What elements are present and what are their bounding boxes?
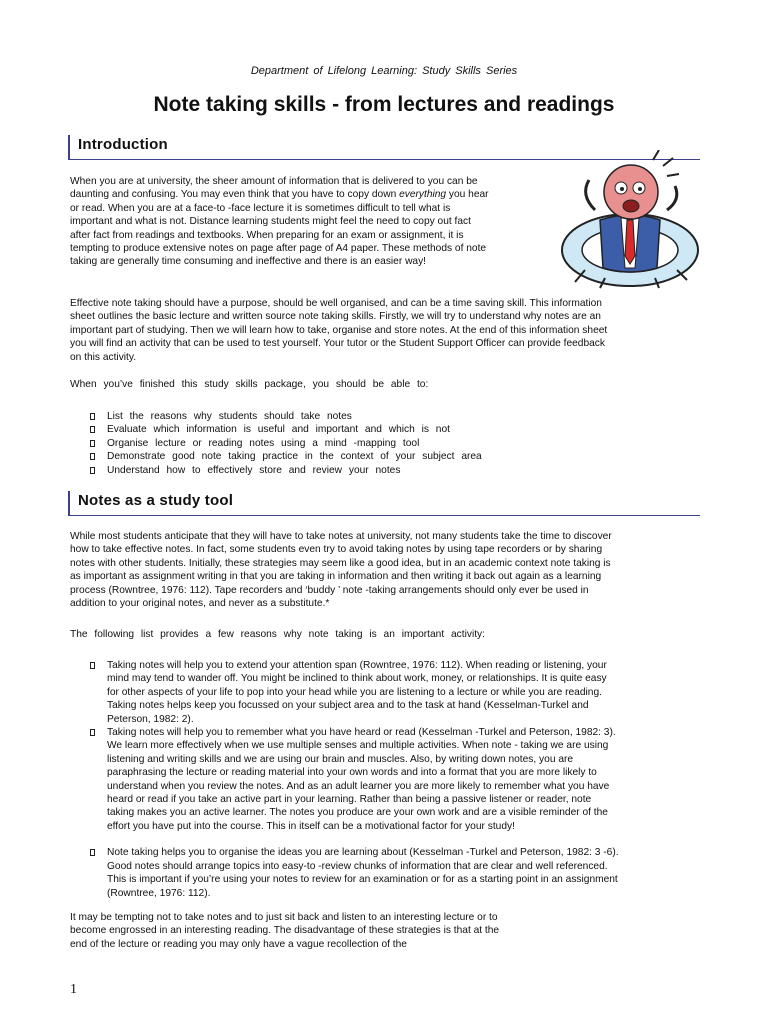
list-item: Taking notes will help you to extend your attention span (Rowntree, 1976: 112). When reading or listening, your mind may tend to wander off. You might be inclined to think about work, money, or relationships. It is quite easy for other aspects of your life to pop into your head while you are listening to a lecture or while you are reading. Taking notes helps keep you focussed on your subject area and to the task at hand (Kesselman-Turkel and Peterson, 1982: 2). xyxy=(90,659,619,726)
bullet-icon xyxy=(90,467,95,474)
text-line: taking are generally time consuming and ineffective and there is an easier way! xyxy=(70,256,427,268)
bullet-icon xyxy=(90,662,95,669)
emphasis-text: everything xyxy=(399,189,447,201)
list-item: Understand how to effectively store and review your notes xyxy=(90,464,482,477)
text-line: daunting and confusing. You may even think that you have to copy down everything you hear xyxy=(70,189,489,201)
learning-outcomes-list xyxy=(90,410,482,477)
bullet-icon xyxy=(90,426,95,433)
section-heading-notes-study-tool xyxy=(68,491,700,516)
text-line: process (Rowntree, 1976: 112). Tape recorders and ‘buddy ’ note -taking arrangements should only ever be used in xyxy=(70,584,589,596)
text-line: When you are at university, the sheer amount of information that is delivered to you can be xyxy=(70,176,478,187)
text-line: on this activity. xyxy=(70,351,137,363)
text-line: important part of studying. Then we will learn how to take, organise and store notes. At the end of this information sheet xyxy=(70,324,608,336)
stressed-student-illustration xyxy=(555,150,705,290)
text-line: end of the lecture or reading you may only have a vague recollection of the xyxy=(70,938,407,950)
text-line: sheet outlines the basic lecture and written source note taking skills. Firstly, we will try to understand why notes are an xyxy=(70,311,601,323)
outcomes-lead-in: When you’ve finished this study skills package, you should be able to: xyxy=(70,379,429,390)
page-number: 1 xyxy=(70,982,77,997)
text-line: how to take effective notes. In fact, some students even try to avoid taking notes by using tape recorders or by sharing xyxy=(70,544,603,556)
text-line: or read. When you are at a face-to -face lecture it is sometimes difficult to tell what is xyxy=(70,202,451,214)
reasons-list xyxy=(90,659,619,900)
section-heading-label: Notes as a study tool xyxy=(78,492,234,509)
list-item: Taking notes will help you to remember what you have heard or read (Kesselman -Turkel and Peterson, 1982: 3). We learn more effectively when we use multiple senses and multiple activities. When note - taking we are using listening and writing skills and we are using our brain and muscles. Also, by writing down notes, you are paraphrasing the lecture or reading material into your own words and into a format that you are more likely to understand when you review the notes. And as an adult learner you are more likely to remember what you have heard or read if you take an active part in your learning. Rather than being a passive listener or reader, note taking makes you an active learner. The notes you produce are your own work and are a visible reminder of the effort you have put into the course. This in itself can be a motivational factor for your study! xyxy=(90,726,619,833)
text-line: While most students anticipate that they will have to take notes at university, not many students take the time to discover xyxy=(70,531,612,542)
page-title: Note taking skills - from lectures and readings xyxy=(153,93,615,116)
text-line: It may be tempting not to take notes and to just sit back and listen to an interesting lecture or to xyxy=(70,912,498,923)
list-item: Evaluate which information is useful and important and which is not xyxy=(90,423,482,436)
text-line: addition to your original notes, and never as a substitute.* xyxy=(70,598,330,610)
list-item: List the reasons why students should take notes xyxy=(90,410,482,423)
text-line: after fact from readings and textbooks. When preparing for an exam or assignment, it is xyxy=(70,229,464,241)
bullet-icon xyxy=(90,413,95,420)
list-item: Demonstrate good note taking practice in the context of your subject area xyxy=(90,450,482,463)
notes-paragraph-3 xyxy=(70,911,499,951)
reasons-lead-in: The following list provides a few reasons why note taking is an important activity: xyxy=(70,629,485,640)
list-item: Note taking helps you to organise the ideas you are learning about (Kesselman -Turkel and Peterson, 1982: 3 -6). Good notes should arrange topics into easy-to -review chunks of information that are clear and well referenced. This is important if you’re using your notes to review for an examination or for as a starting point in an assignment (Rowntree, 1976: 112). xyxy=(90,846,619,900)
text-line: Effective note taking should have a purpose, should be well organised, and can be a time saving skill. This information xyxy=(70,298,602,309)
text-line: notes with other students. Initially, these strategies may seem like a good idea, but in an academic context note taking is xyxy=(70,557,611,569)
text-line: tempting to produce extensive notes on page after page of A4 paper. These methods of note xyxy=(70,243,487,255)
intro-paragraph-1 xyxy=(70,175,489,269)
intro-paragraph-2 xyxy=(70,297,607,364)
text-line: as important as assignment writing in that you are taking in information and then writing it back out again as a learning xyxy=(70,571,602,583)
series-label: Department of Lifelong Learning: Study Skills Series xyxy=(250,65,518,77)
notes-paragraph-1 xyxy=(70,530,612,610)
bullet-icon xyxy=(90,849,95,856)
list-item: Organise lecture or reading notes using a mind -mapping tool xyxy=(90,437,482,450)
bullet-icon xyxy=(90,440,95,447)
section-heading-label: Introduction xyxy=(78,136,168,153)
bullet-icon xyxy=(90,729,95,736)
text-line: become engrossed in an interesting reading. The disadvantage of these strategies is that at the xyxy=(70,925,500,937)
bullet-icon xyxy=(90,453,95,460)
text-line: you will find an activity that can be used to test yourself. Your tutor or the Student Support Officer can provide feedback xyxy=(70,338,605,350)
text-line: important and what is not. Distance learning students might feel the need to copy out fact xyxy=(70,216,471,228)
